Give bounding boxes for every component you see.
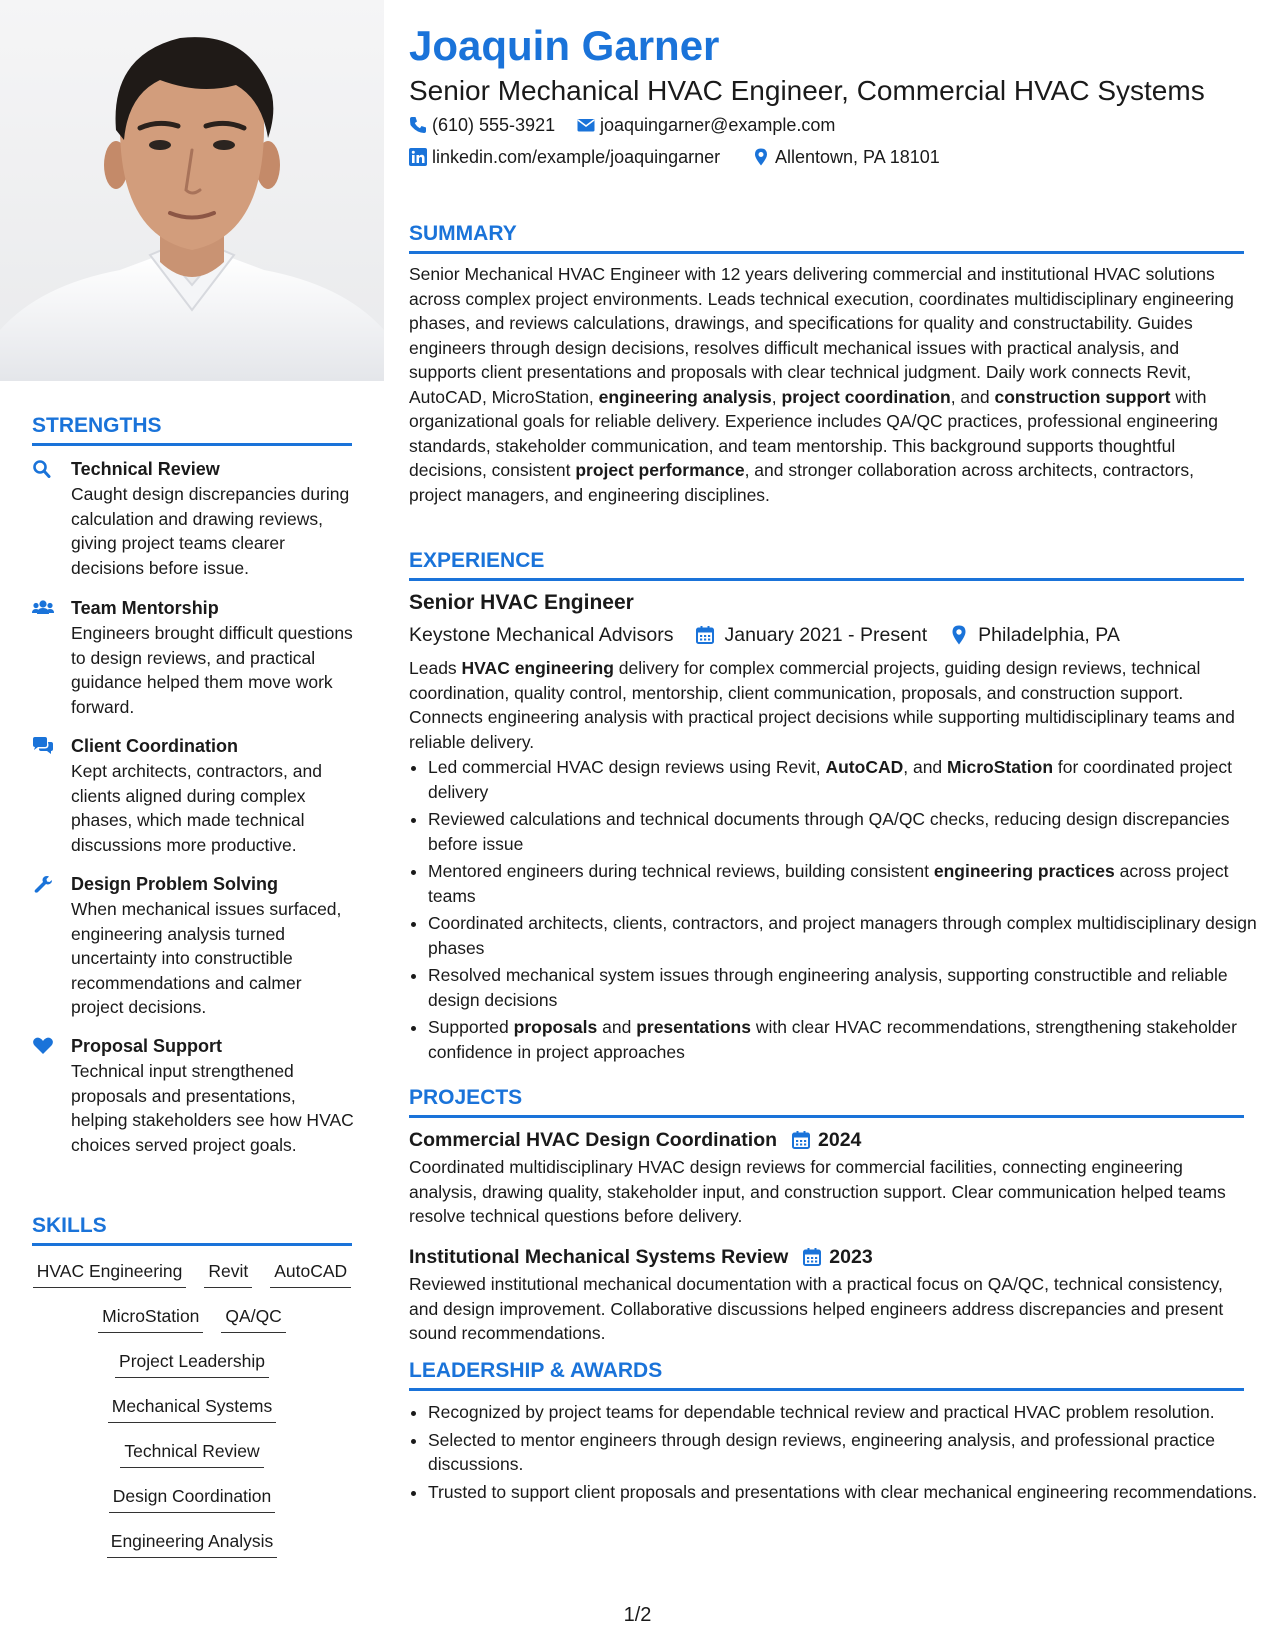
project-title: Commercial HVAC Design Coordination	[409, 1129, 778, 1151]
strength-description: Kept architects, contractors, and clients aligned during complex phases, which made technical discussions more productive.	[71, 761, 322, 855]
experience-bullet	[428, 807, 1258, 856]
text-run: Supported	[428, 1017, 514, 1037]
skill-tag: MicroStation	[98, 1304, 203, 1333]
strength-description: Engineers brought difficult questions to design reviews, and practical guidance helped them move work forward.	[71, 623, 353, 717]
text-run: for coordinated project delivery	[428, 757, 1233, 802]
summary-heading: SUMMARY	[409, 222, 1244, 254]
job-location: Philadelphia, PA	[978, 624, 1120, 646]
headline: Senior Mechanical HVAC Engineer, Commercial HVAC Systems	[409, 75, 1205, 106]
users-icon	[32, 599, 54, 617]
strengths-heading: STRENGTHS	[32, 414, 352, 446]
leadership-heading: LEADERSHIP & AWARDS	[409, 1359, 1244, 1391]
strength-title: Team Mentorship	[71, 598, 219, 618]
skill-tag: Design Coordination	[109, 1484, 276, 1513]
skills-heading: SKILLS	[32, 1214, 352, 1246]
location-text: Allentown, PA 18101	[775, 147, 940, 167]
skills-row	[32, 1304, 352, 1333]
project-title: Institutional Mechanical Systems Review	[409, 1246, 789, 1268]
experience-heading: EXPERIENCE	[409, 549, 1244, 581]
leadership-bullet: • Recognized by project teams for dependable technical review and practical HVAC problem resolution.	[428, 1400, 1258, 1425]
emphasis-text: project coordination	[781, 386, 951, 407]
skill-tag: Revit	[204, 1259, 252, 1288]
skills-row	[32, 1394, 352, 1423]
sidebar	[0, 0, 384, 1650]
job-intro	[409, 656, 1239, 754]
text-run: with clear HVAC recommendations, strengthening stakeholder confidence in project approaches	[428, 1017, 1237, 1062]
calendar-icon	[791, 1130, 811, 1150]
emphasis-text: proposals	[513, 1017, 598, 1037]
skill-tag: Engineering Analysis	[107, 1529, 277, 1558]
emphasis-text: MicroStation	[947, 757, 1054, 777]
email-text: joaquingarner@example.com	[600, 115, 836, 135]
skills-row	[32, 1259, 352, 1288]
project-description: Coordinated multidisciplinary HVAC design reviews for commercial facilities, connecting engineering analysis, drawing quality, stakeholder input, and construction support. Clear communication helped teams resolve technical questions before delivery.	[409, 1157, 1226, 1226]
text-run: with organizational goals for reliable delivery. Experience includes QA/QC practices, professional engineering standards, stakeholder communication, and team mentorship. This background supports thoughtful decisions, consistent	[409, 386, 1218, 480]
experience-bullet	[428, 1015, 1258, 1064]
calendar-icon	[695, 625, 715, 645]
page-number: 1/2	[623, 1604, 652, 1626]
experience-bullet	[428, 755, 1258, 804]
strength-title: Technical Review	[71, 459, 220, 479]
emphasis-text: construction support	[994, 386, 1171, 407]
wrench-icon	[32, 875, 54, 893]
experience-bullets	[409, 755, 1258, 1067]
skills-row	[32, 1529, 352, 1558]
text-run: Leads	[409, 658, 462, 678]
company-name: Keystone Mechanical Advisors	[409, 624, 674, 646]
experience-bullet	[428, 859, 1258, 908]
emphasis-text: AutoCAD	[825, 757, 904, 777]
project-description: Reviewed institutional mechanical documentation with a practical focus on QA/QC, technical consistency, and design improvement. Collaborative discussions helped engineers address discrepancies and present sound recommendations.	[409, 1274, 1224, 1343]
skill-tag: Project Leadership	[115, 1349, 269, 1378]
text-run: Coordinated architects, clients, contractors, and project managers through complex multidisciplinary design phases	[428, 913, 1257, 958]
text-run: Mentored engineers during technical reviews, building consistent	[428, 861, 934, 881]
search-icon	[32, 460, 54, 478]
strength-title: Client Coordination	[71, 736, 238, 756]
envelope-icon	[577, 116, 595, 134]
strength-title: Proposal Support	[71, 1036, 223, 1056]
map-pin-icon	[752, 148, 770, 166]
emphasis-text: presentations	[636, 1017, 751, 1037]
job-title: Senior HVAC Engineer	[409, 591, 634, 614]
job-dates: January 2021 - Present	[724, 624, 928, 646]
linkedin-text: linkedin.com/example/joaquingarner	[432, 147, 721, 167]
text-run: , and	[903, 757, 948, 777]
skill-tag: Mechanical Systems	[108, 1394, 276, 1423]
linkedin-icon	[409, 148, 427, 166]
strength-description: Caught design discrepancies during calculation and drawing reviews, giving project teams clearer decisions before issue.	[71, 484, 350, 578]
project-title-row	[409, 1244, 873, 1270]
strength-description: Technical input strengthened proposals and presentations, helping stakeholders see how HVAC choices served project goals.	[71, 1061, 354, 1155]
project-year: 2024	[818, 1129, 862, 1151]
strength-title: Design Problem Solving	[71, 874, 279, 894]
skill-tag: Technical Review	[120, 1439, 263, 1468]
skill-tag: HVAC Engineering	[33, 1259, 187, 1288]
leadership-bullet: • Trusted to support client proposals and presentations with clear mechanical engineering recommendations.	[428, 1480, 1258, 1505]
emphasis-text: engineering practices	[933, 861, 1115, 881]
experience-bullet	[428, 963, 1258, 1012]
portrait-image	[0, 0, 384, 381]
contact-email[interactable]	[577, 113, 835, 137]
contact-linkedin[interactable]	[409, 145, 720, 169]
text-run: delivery for complex commercial projects, guiding design reviews, technical coordination, quality control, mentorship, client communication, proposals, and construction support. Connects engineering analysis with practical project decisions while supporting multidisciplinary teams and reliable delivery.	[409, 658, 1235, 752]
contact-phone[interactable]	[409, 113, 555, 137]
phone-icon	[409, 116, 427, 134]
text-run: Senior Mechanical HVAC Engineer with 12 years delivering commercial and institutional HVAC solutions across complex project environments. Leads technical execution, coordinates multidisciplinary engineering phases, and reviews calculations, drawings, and specifications for quality and constructability. Guides engineers through design decisions, resolves difficult mechanical issues with practical analysis, and supports client presentations and proposals with clear technical judgment. Daily work connects Revit, AutoCAD, MicroStation,	[409, 264, 1234, 407]
profile-photo	[0, 0, 384, 381]
map-pin-icon	[949, 625, 969, 645]
text-run: , and	[950, 386, 995, 407]
emphasis-text: project performance	[575, 460, 745, 480]
summary-text	[409, 262, 1239, 507]
heart-icon	[32, 1037, 54, 1055]
project-title-row	[409, 1127, 861, 1153]
skill-tag: AutoCAD	[270, 1259, 351, 1288]
strength-description: When mechanical issues surfaced, engineering analysis turned uncertainty into constructible recommendations and calmer project decisions.	[71, 899, 342, 1017]
phone-text: (610) 555-3921	[432, 115, 556, 135]
text-run: , and stronger collaboration across architects, contractors, project managers, and engineering disciplines.	[409, 460, 1194, 505]
emphasis-text: engineering analysis	[598, 386, 772, 407]
experience-bullet	[428, 911, 1258, 960]
text-run: Reviewed calculations and technical documents through QA/QC checks, reducing design discrepancies before issue	[428, 809, 1230, 854]
skills-row	[32, 1484, 352, 1513]
project-year: 2023	[829, 1246, 873, 1268]
candidate-name: Joaquin Garner	[409, 22, 720, 69]
text-run: Led commercial HVAC design reviews using Revit,	[428, 757, 826, 777]
text-run: ,	[771, 386, 782, 407]
skills-row	[32, 1349, 352, 1378]
text-run: and	[597, 1017, 637, 1037]
job-meta	[409, 622, 1120, 648]
comments-icon	[32, 737, 54, 755]
leadership-bullet: • Selected to mentor engineers through design reviews, engineering analysis, and professional practice discussions.	[428, 1428, 1258, 1477]
skills-row	[32, 1439, 352, 1468]
leadership-bullets	[409, 1400, 1258, 1507]
calendar-icon	[802, 1247, 822, 1267]
text-run: Resolved mechanical system issues through engineering analysis, supporting constructible and reliable design decisions	[428, 965, 1228, 1010]
skill-tag: QA/QC	[221, 1304, 285, 1333]
text-run: across project teams	[428, 861, 1229, 906]
emphasis-text: HVAC engineering	[461, 658, 614, 678]
contact-location	[752, 145, 940, 169]
projects-heading: PROJECTS	[409, 1086, 1244, 1118]
